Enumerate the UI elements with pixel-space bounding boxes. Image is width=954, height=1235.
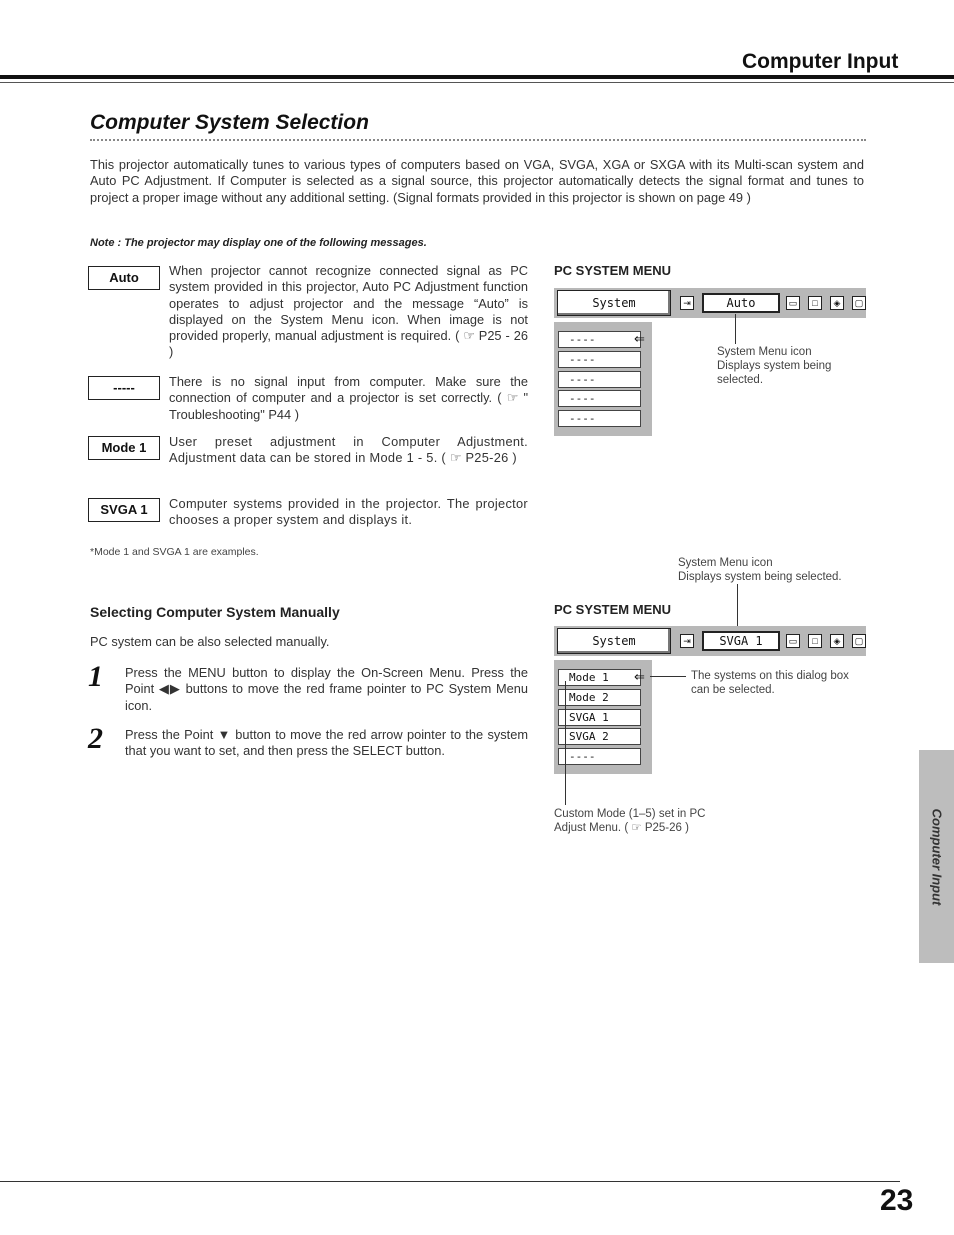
manual-intro: PC system can be also selected manually. <box>90 634 330 649</box>
callout-line <box>565 681 566 805</box>
system-list-item[interactable]: ---- <box>558 390 641 407</box>
system-list-panel <box>554 660 652 774</box>
system-list-panel <box>554 322 652 436</box>
square-icon[interactable]: □ <box>808 296 822 310</box>
input-icon[interactable]: ⇥ <box>680 634 694 648</box>
palette-icon[interactable]: ◈ <box>830 634 844 648</box>
system-list-item[interactable]: ---- <box>558 748 641 765</box>
input-icon[interactable]: ⇥ <box>680 296 694 310</box>
message-label-no-signal: ----- <box>88 376 160 400</box>
message-label-auto: Auto <box>88 266 160 290</box>
system-menu-button[interactable]: System <box>557 290 671 316</box>
pointer-arrow-icon: ⇐ <box>634 669 645 684</box>
side-tab-label: Computer Input <box>929 808 944 905</box>
callout-system-icon: System Menu icon Displays system being selected. <box>717 346 832 386</box>
monitor-icon[interactable]: ▭ <box>786 296 800 310</box>
page-number: 23 <box>880 1184 914 1217</box>
screen-icon[interactable]: ▢ <box>852 296 866 310</box>
message-label-mode: Mode 1 <box>88 436 160 460</box>
callout-line <box>735 314 736 344</box>
system-list-item[interactable]: ---- <box>558 410 641 427</box>
step-number: 1 <box>88 660 103 693</box>
callout-line <box>650 676 686 677</box>
system-list-item[interactable]: ---- <box>558 331 641 348</box>
examples-note: *Mode 1 and SVGA 1 are examples. <box>90 546 259 558</box>
message-text-auto: When projector cannot recognize connected signal as PC system provided in this projector, Auto PC Adjustment function operates to adjust projector and the message “Auto” is displayed on the System Menu icon. When image is not provided properly, manual adjustment is required. ( ☞ P25 - 26 ) <box>169 263 528 360</box>
system-list-item[interactable]: ---- <box>558 351 641 368</box>
palette-icon[interactable]: ◈ <box>830 296 844 310</box>
callout-selectable-systems: The systems on this dialog box can be selected. <box>691 670 849 696</box>
system-list-item[interactable]: Mode 2 <box>558 689 641 706</box>
system-list-item[interactable]: SVGA 2 <box>558 728 641 745</box>
menu-bar <box>554 626 866 656</box>
footer-rule <box>0 1181 900 1182</box>
step-text: Press the Point ▼ button to move the red arrow pointer to the system that you want to set, and then press the SELECT button. <box>125 727 528 759</box>
step-number: 2 <box>88 722 103 755</box>
screen-icon[interactable]: ▢ <box>852 634 866 648</box>
menu-label: PC SYSTEM MENU <box>554 263 672 278</box>
manual-heading: Selecting Computer System Manually <box>90 604 340 620</box>
dotted-divider <box>90 139 866 141</box>
note-text: Note : The projector may display one of the following messages. <box>90 237 427 249</box>
monitor-icon[interactable]: ▭ <box>786 634 800 648</box>
message-text-mode: User preset adjustment in Computer Adjustment. Adjustment data can be stored in Mode 1 - 5. ( ☞ P25-26 ) <box>169 434 528 466</box>
menu-bar <box>554 288 866 318</box>
intro-paragraph: This projector automatically tunes to various types of computers based on VGA, SVGA, XGA or SXGA with its Multi-scan system and Auto PC Adjustment. If Computer is selected as a signal source, this projector automatically detects the signal format and tunes to project a proper image without any additional setting. (Signal formats provided in this projector is shown on page 49 ) <box>90 157 864 205</box>
chapter-title: Computer Input <box>742 50 899 73</box>
menu-label: PC SYSTEM MENU <box>554 602 672 617</box>
system-selected-button[interactable]: SVGA 1 <box>702 631 780 651</box>
callout-system-icon-2: System Menu icon Displays system being selected. <box>678 557 842 583</box>
pointer-arrow-icon: ⇐ <box>634 331 645 346</box>
message-text-no-signal: There is no signal input from computer. Make sure the connection of computer and a projector is set correctly. ( ☞ " Troubleshooting" P44 ) <box>169 374 528 422</box>
section-title: Computer System Selection <box>90 111 369 134</box>
step-text: Press the MENU button to display the On-Screen Menu. Press the Point ◀▶ buttons to move the red frame pointer to PC System Menu icon. <box>125 665 528 713</box>
header-rule-thin <box>0 82 954 83</box>
system-list-item[interactable]: SVGA 1 <box>558 709 641 726</box>
system-menu-button[interactable]: System <box>557 628 671 654</box>
system-list-item[interactable]: ---- <box>558 371 641 388</box>
callout-custom-mode: Custom Mode (1–5) set in PC Adjust Menu. ( ☞ P25-26 ) <box>554 808 706 834</box>
message-text-svga: Computer systems provided in the projector. The projector chooses a proper system and displays it. <box>169 496 528 528</box>
message-label-svga: SVGA 1 <box>88 498 160 522</box>
system-selected-button[interactable]: Auto <box>702 293 780 313</box>
callout-line <box>737 584 738 632</box>
chapter-side-tab <box>919 750 954 963</box>
system-list-item[interactable]: Mode 1 <box>558 669 641 686</box>
square-icon[interactable]: □ <box>808 634 822 648</box>
header-rule <box>0 75 954 79</box>
